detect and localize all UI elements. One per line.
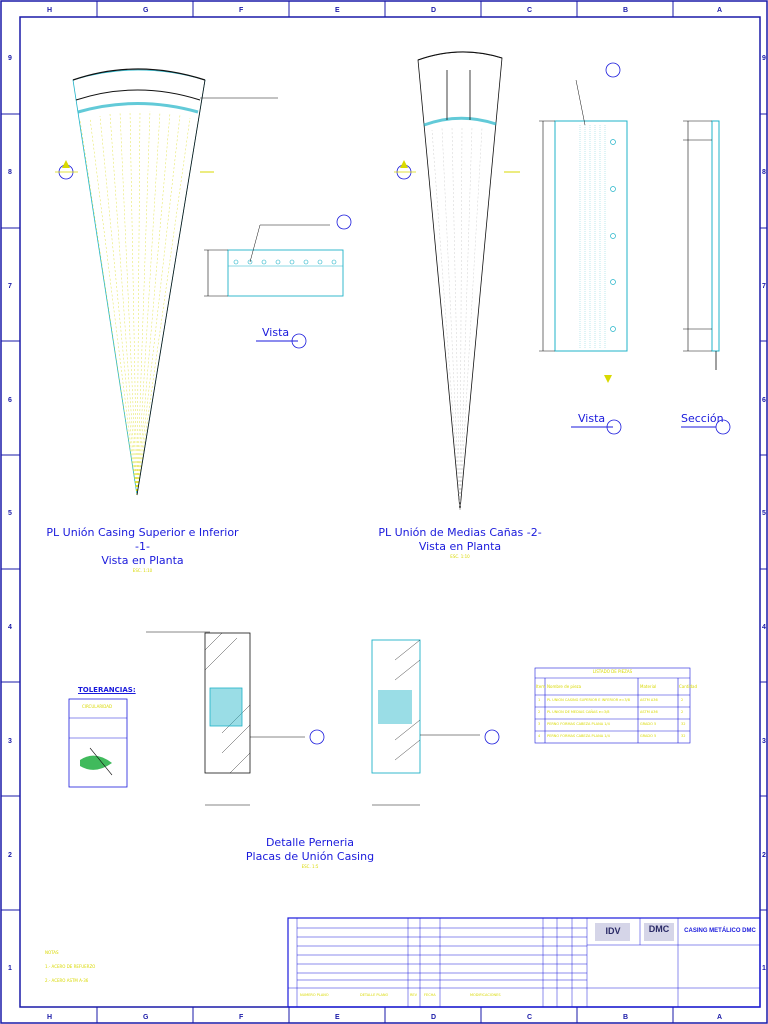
detail-title-line1: Detalle Perneria — [265, 836, 355, 849]
parts-row — [535, 710, 690, 718]
parts-row — [535, 698, 690, 706]
parts-row — [535, 734, 690, 742]
detail-section-right — [372, 640, 499, 805]
parts-list-col-item: Item — [536, 684, 546, 689]
row-number: 4 — [8, 624, 12, 631]
row-number: 3 — [762, 738, 766, 745]
parts-row-name: PL UNION DE MEDIAS CAÑAS e=3/8 — [547, 710, 610, 714]
company-logo-1 — [597, 926, 629, 940]
parts-row-item: 3 — [538, 722, 541, 726]
col-letter: A — [717, 1014, 723, 1021]
parts-list-col-name: Nombre de pieza — [547, 684, 582, 689]
detail-title-line2: Placas de Unión Casing — [245, 850, 375, 863]
row-number: 2 — [8, 852, 12, 859]
notes-line2: 2.- ACERO ASTM A-36 — [45, 978, 89, 983]
row-number: 6 — [8, 397, 12, 404]
row-numbers-right — [762, 55, 766, 972]
view2-scale-note: ESC. 1:10 — [450, 554, 470, 559]
col-letter: A — [717, 7, 723, 14]
view1-scale-note: ESC. 1:10 — [132, 568, 153, 573]
company-logo-2 — [645, 924, 673, 938]
col-letter: H — [47, 1014, 53, 1021]
parts-row — [535, 722, 690, 730]
col-letter: G — [143, 1014, 149, 1021]
company-name-2: DMC — [648, 924, 670, 934]
detail-scale-note: ESC. 1:5 — [301, 864, 319, 869]
parts-row-item: 2 — [538, 710, 541, 714]
seccion-label: Sección — [681, 412, 724, 425]
row-number: 1 — [762, 965, 766, 972]
notes-line1: 1.- ACERO DE REFUERZO — [45, 964, 96, 969]
parts-list-col-qty: Cantidad — [679, 684, 697, 689]
title-col-header: NUMERO PLANO — [300, 993, 329, 997]
col-letter: F — [239, 7, 244, 14]
col-letter: F — [239, 1014, 244, 1021]
view2-section-plate — [683, 121, 719, 370]
col-letter: B — [623, 7, 629, 14]
view1-title-line1: PL Unión Casing Superior e Inferior -1- — [46, 526, 239, 553]
col-letter: B — [623, 1014, 629, 1021]
parts-row-qty: 2 — [681, 698, 684, 702]
title-col-header: FECHA — [424, 993, 436, 997]
row-number: 5 — [8, 510, 12, 517]
tolerances-box — [69, 699, 127, 787]
parts-row-item: 1 — [538, 698, 541, 702]
sheet-border-outer — [1, 1, 767, 1023]
view2-vista-plate — [539, 80, 627, 383]
title-col-header: DETALLE PLANO — [360, 993, 389, 997]
col-letter: C — [527, 7, 533, 14]
view2-title-line1: PL Unión de Medias Cañas -2- — [378, 526, 542, 539]
row-numbers-left — [8, 55, 12, 972]
row-number: 7 — [8, 283, 12, 290]
parts-row-name: PERNO FORMAS CABEZA PLANA 1/4 — [547, 734, 610, 738]
row-number: 3 — [8, 738, 12, 745]
parts-row-name: PERNO FORMAS CABEZA PLANA 1/4 — [547, 722, 610, 726]
parts-row-material: GRADO 5 — [640, 734, 657, 738]
row-number: 9 — [762, 55, 766, 62]
view1-title-block — [40, 526, 245, 574]
parts-row-material: ASTM A36 — [640, 710, 658, 714]
project-name: CASING METÁLICO DMC — [684, 928, 756, 934]
col-letter: G — [143, 7, 149, 14]
detail-title-block — [240, 836, 380, 870]
row-number: 6 — [762, 397, 766, 404]
row-number: 5 — [762, 510, 766, 517]
view1-title-line2: Vista en Planta — [101, 554, 184, 567]
tolerances-subtitle: CIRCULARIDAD — [82, 704, 113, 709]
row-number: 7 — [762, 283, 766, 290]
col-letter: C — [527, 1014, 533, 1021]
row-number: 9 — [8, 55, 12, 62]
tolerances-title: TOLERANCIAS: — [78, 686, 136, 694]
view2-title-line2: Vista en Planta — [418, 540, 502, 553]
row-number: 8 — [8, 169, 12, 176]
parts-row-material: GRADO 5 — [640, 722, 657, 726]
vista-label-1: Vista — [262, 326, 290, 339]
parts-row-qty: 32 — [681, 734, 686, 738]
col-letter: D — [431, 1014, 437, 1021]
parts-row-material: ASTM A36 — [640, 698, 658, 702]
parts-row-item: 4 — [538, 734, 541, 738]
view2-title-block — [375, 526, 545, 560]
row-ticks — [1, 114, 767, 910]
col-letter: H — [47, 7, 53, 14]
col-letter: D — [431, 7, 437, 14]
vista-label-2: Vista — [578, 412, 606, 425]
company-name-1: IDV — [605, 926, 621, 936]
row-number: 4 — [762, 624, 766, 631]
row-number: 1 — [8, 965, 12, 972]
column-ticks — [97, 1, 673, 1023]
col-letter: E — [335, 1014, 340, 1021]
view1-fan-plate — [55, 69, 278, 495]
parts-list-header: LISTADO DE PIEZAS — [592, 669, 633, 674]
parts-row-qty: 32 — [681, 722, 686, 726]
col-letter: E — [335, 7, 340, 14]
detail-section-left — [146, 632, 324, 805]
title-col-header: MODIFICACIONES — [470, 993, 501, 997]
parts-row-name: PL UNION CASING SUPERIOR E INFERIOR e=3/8 — [547, 698, 630, 702]
parts-row-qty: 2 — [681, 710, 684, 714]
row-number: 8 — [762, 169, 766, 176]
notes-block — [45, 946, 95, 988]
view1-vista-plate — [204, 215, 351, 296]
row-number: 2 — [762, 852, 766, 859]
title-col-header: REV — [410, 993, 418, 997]
notes-header: NOTAS — [45, 950, 59, 955]
parts-list-col-material: Material — [640, 684, 657, 689]
